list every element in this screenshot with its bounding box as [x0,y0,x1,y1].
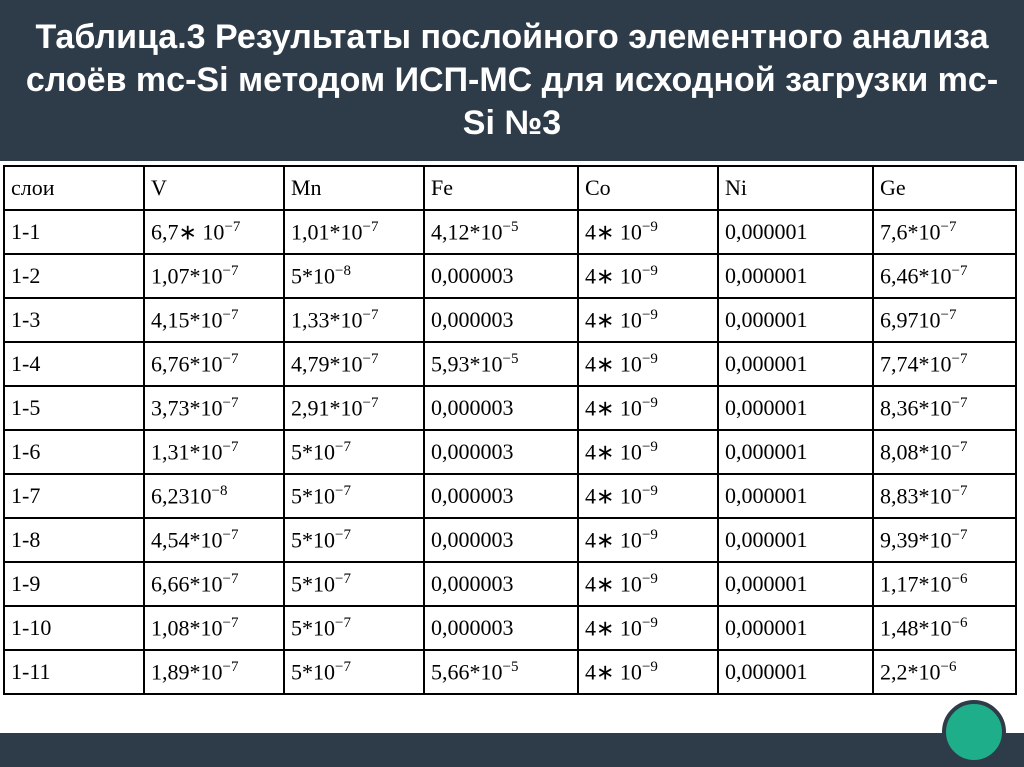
slide-navigation-button[interactable] [942,700,1006,764]
cell-co [578,298,718,342]
cell-layer [4,342,144,386]
cell-exponent: −7 [335,570,351,587]
cell-exponent: −7 [222,262,239,279]
cell-value: 0,000003 [431,571,514,596]
table-row [4,430,1016,474]
cell-value: 0,000003 [431,395,514,420]
cell-co [578,342,718,386]
cell-value: 5*10 [291,615,335,641]
cell-exponent: −7 [224,218,241,235]
cell-ni [718,474,873,518]
cell-mn [284,342,424,386]
cell-mn [284,430,424,474]
cell-value: 0,000001 [725,351,808,376]
cell-value: 5,66*10 [431,659,503,685]
cell-mn [284,474,424,518]
cell-value: 1-6 [11,439,41,464]
cell-mn [284,254,424,298]
cell-value: 5*10 [291,263,335,289]
column-header-ni: Ni [718,166,873,210]
cell-fe [424,386,578,430]
cell-value: 4,54*10 [151,527,223,553]
cell-exponent: −7 [222,658,239,675]
cell-value: 0,000001 [725,527,808,552]
cell-exponent: −9 [641,262,658,279]
cell-value: 0,000001 [725,439,808,464]
cell-value: 4∗ 10 [585,263,642,289]
cell-value: 4∗ 10 [585,219,642,245]
cell-value: 4∗ 10 [585,351,642,377]
cell-value: 4∗ 10 [585,395,642,421]
cell-value: 4,12*10 [431,219,503,245]
cell-layer [4,254,144,298]
cell-ni [718,254,873,298]
cell-mn [284,606,424,650]
cell-exponent: −7 [335,526,351,543]
cell-exponent: −6 [951,570,968,587]
cell-exponent: −7 [362,218,379,235]
cell-fe [424,650,578,694]
cell-value: 2,91*10 [291,395,363,421]
cell-exponent: −7 [222,438,239,455]
column-header-layer: слои [4,166,144,210]
cell-mn [284,386,424,430]
cell-exponent: −7 [951,438,968,455]
cell-exponent: −7 [940,306,957,323]
cell-fe [424,474,578,518]
cell-value: 6,7∗ 10 [151,219,225,245]
cell-v [144,430,284,474]
cell-ge [873,430,1016,474]
cell-exponent: −9 [641,482,658,499]
cell-fe [424,298,578,342]
cell-layer [4,518,144,562]
cell-value: 4,79*10 [291,351,363,377]
table-row [4,210,1016,254]
table-row [4,518,1016,562]
cell-mn [284,650,424,694]
cell-value: 6,66*10 [151,571,223,597]
cell-ge [873,298,1016,342]
cell-value: 4∗ 10 [585,615,642,641]
cell-v [144,254,284,298]
cell-value: 0,000003 [431,483,514,508]
cell-value: 8,83*10 [880,483,952,509]
cell-value: 1,17*10 [880,571,952,597]
cell-value: 1-9 [11,571,41,596]
cell-fe [424,562,578,606]
cell-value: 1-10 [11,615,52,640]
cell-exponent: −7 [222,306,239,323]
cell-value: 5*10 [291,659,335,685]
cell-value: 0,000001 [725,571,808,596]
table-row [4,386,1016,430]
cell-value: 2,2*10 [880,659,941,685]
cell-value: 1-4 [11,351,41,376]
slide-title: Таблица.3 Результаты послойного элементного анализа слоёв mc-Si методом ИСП-МС для исходной загрузки mc-Si №3 [25,18,999,142]
cell-layer [4,430,144,474]
table-row [4,474,1016,518]
cell-v [144,518,284,562]
cell-ni [718,562,873,606]
cell-value: 1,07*10 [151,263,223,289]
cell-value: 6,9710 [880,307,941,333]
cell-ni [718,606,873,650]
cell-value: 1,48*10 [880,615,952,641]
cell-layer [4,606,144,650]
cell-ni [718,342,873,386]
cell-value: 4∗ 10 [585,571,642,597]
cell-exponent: −9 [641,350,658,367]
cell-exponent: −8 [335,262,351,279]
cell-ge [873,606,1016,650]
cell-fe [424,518,578,562]
cell-value: 6,2310 [151,483,212,509]
cell-value: 3,73*10 [151,395,223,421]
cell-layer [4,386,144,430]
cell-ge [873,342,1016,386]
cell-co [578,562,718,606]
cell-exponent: −7 [222,526,239,543]
cell-ge [873,386,1016,430]
cell-value: 1-1 [11,219,41,244]
cell-value: 1,31*10 [151,439,223,465]
cell-exponent: −9 [641,570,658,587]
cell-ni [718,210,873,254]
cell-exponent: −5 [502,350,519,367]
cell-exponent: −7 [222,614,239,631]
cell-value: 1,89*10 [151,659,223,685]
cell-exponent: −6 [951,614,968,631]
cell-value: 4∗ 10 [585,527,642,553]
cell-exponent: −7 [222,350,239,367]
cell-exponent: −7 [335,438,351,455]
cell-fe [424,210,578,254]
cell-ge [873,474,1016,518]
cell-value: 0,000001 [725,219,808,244]
cell-v [144,650,284,694]
table-row [4,342,1016,386]
cell-fe [424,342,578,386]
cell-fe [424,430,578,474]
cell-co [578,518,718,562]
cell-exponent: −9 [641,658,658,675]
cell-exponent: −7 [951,350,968,367]
cell-v [144,210,284,254]
cell-ge [873,562,1016,606]
cell-layer [4,210,144,254]
cell-value: 0,000001 [725,483,808,508]
cell-exponent: −9 [641,218,658,235]
cell-mn [284,298,424,342]
cell-value: 0,000001 [725,615,808,640]
cell-ge [873,254,1016,298]
cell-v [144,606,284,650]
column-header-fe: Fe [424,166,578,210]
cell-value: 0,000003 [431,439,514,464]
footer-bar [0,733,1024,767]
cell-ge [873,650,1016,694]
cell-exponent: −7 [951,482,968,499]
cell-exponent: −9 [641,438,658,455]
cell-value: 1,08*10 [151,615,223,641]
cell-value: 5*10 [291,439,335,465]
cell-ni [718,430,873,474]
column-header-mn: Mn [284,166,424,210]
cell-co [578,650,718,694]
cell-exponent: −8 [211,482,228,499]
column-header-co: Co [578,166,718,210]
cell-value: 5*10 [291,483,335,509]
cell-ge [873,210,1016,254]
cell-value: 5*10 [291,527,335,553]
cell-value: 4∗ 10 [585,659,642,685]
cell-exponent: −9 [641,614,658,631]
cell-exponent: −7 [362,394,379,411]
cell-value: 4∗ 10 [585,307,642,333]
table-body [4,166,1016,694]
cell-value: 0,000001 [725,395,808,420]
cell-value: 0,000003 [431,307,514,332]
cell-exponent: −6 [940,658,957,675]
table-row [4,298,1016,342]
cell-value: 1-7 [11,483,41,508]
cell-ni [718,386,873,430]
cell-exponent: −9 [641,394,658,411]
cell-exponent: −9 [641,306,658,323]
cell-mn [284,562,424,606]
cell-co [578,606,718,650]
results-table [3,165,1017,695]
cell-value: 4∗ 10 [585,439,642,465]
cell-fe [424,254,578,298]
cell-value: 1,01*10 [291,219,363,245]
column-header-ge: Ge [873,166,1016,210]
cell-value: 1-5 [11,395,41,420]
cell-value: 8,08*10 [880,439,952,465]
cell-value: 0,000003 [431,527,514,552]
cell-exponent: −7 [362,306,379,323]
cell-value: 4∗ 10 [585,483,642,509]
cell-exponent: −7 [222,570,239,587]
cell-co [578,386,718,430]
column-header-v: V [144,166,284,210]
cell-value: 0,000001 [725,307,808,332]
title-banner [0,0,1024,161]
cell-layer [4,474,144,518]
cell-value: 7,74*10 [880,351,952,377]
cell-v [144,342,284,386]
cell-value: 7,6*10 [880,219,941,245]
cell-ni [718,650,873,694]
cell-exponent: −7 [335,658,351,675]
cell-exponent: −7 [335,482,351,499]
table-row [4,606,1016,650]
cell-exponent: −5 [502,218,519,235]
cell-fe [424,606,578,650]
cell-value: 1-2 [11,263,41,288]
cell-value: 1-8 [11,527,41,552]
cell-co [578,474,718,518]
cell-ni [718,298,873,342]
cell-mn [284,518,424,562]
cell-exponent: −7 [951,526,968,543]
table-row [4,650,1016,694]
cell-exponent: −9 [641,526,658,543]
table-container [3,165,1018,695]
cell-value: 1,33*10 [291,307,363,333]
cell-exponent: −7 [335,614,351,631]
cell-value: 8,36*10 [880,395,952,421]
cell-value: 6,76*10 [151,351,223,377]
cell-mn [284,210,424,254]
cell-co [578,254,718,298]
cell-value: 9,39*10 [880,527,952,553]
cell-v [144,474,284,518]
cell-value: 0,000001 [725,659,808,684]
cell-exponent: −7 [222,394,239,411]
table-header-row [4,166,1016,210]
table-row [4,562,1016,606]
cell-value: 0,000001 [725,263,808,288]
cell-co [578,430,718,474]
cell-layer [4,298,144,342]
cell-co [578,210,718,254]
cell-value: 0,000003 [431,263,514,288]
cell-value: 4,15*10 [151,307,223,333]
cell-exponent: −7 [940,218,957,235]
cell-exponent: −7 [951,262,968,279]
cell-value: 1-3 [11,307,41,332]
cell-value: 5,93*10 [431,351,503,377]
cell-ni [718,518,873,562]
cell-layer [4,650,144,694]
cell-v [144,386,284,430]
cell-exponent: −7 [362,350,379,367]
cell-layer [4,562,144,606]
cell-exponent: −7 [951,394,968,411]
cell-exponent: −5 [502,658,519,675]
cell-value: 1-11 [11,659,51,684]
cell-v [144,562,284,606]
cell-v [144,298,284,342]
table-row [4,254,1016,298]
cell-ge [873,518,1016,562]
cell-value: 6,46*10 [880,263,952,289]
cell-value: 5*10 [291,571,335,597]
cell-value: 0,000003 [431,615,514,640]
